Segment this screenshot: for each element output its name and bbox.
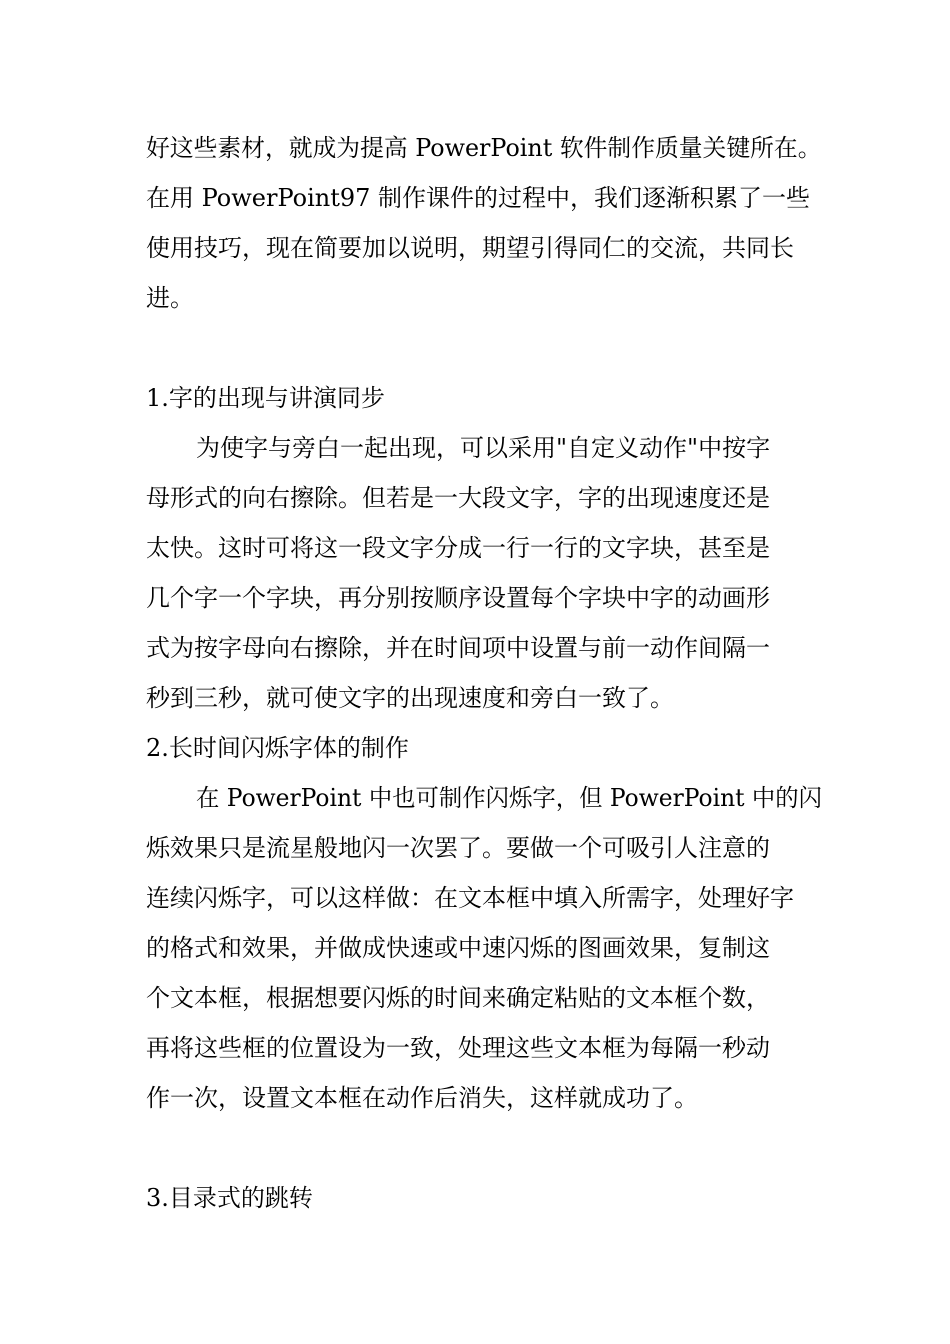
- paragraph-line: 几个字一个字块，再分别按顺序设置每个字块中字的动画形: [146, 584, 770, 612]
- paragraph-line: 作一次，设置文本框在动作后消失，这样就成功了。: [146, 1084, 698, 1112]
- paragraph-line: 为使字与旁白一起出现，可以采用"自定义动作"中按字: [196, 434, 771, 462]
- paragraph-line: 烁效果只是流星般地闪一次罢了。要做一个可吸引人注意的: [146, 834, 770, 862]
- paragraph-line: 好这些素材，就成为提高 PowerPoint 软件制作质量关键所在。: [146, 134, 822, 162]
- paragraph-line: 母形式的向右擦除。但若是一大段文字，字的出现速度还是: [146, 484, 770, 512]
- section-heading: 3.目录式的跳转: [146, 1184, 313, 1212]
- paragraph-line: 在用 PowerPoint97 制作课件的过程中，我们逐渐积累了一些: [146, 184, 811, 212]
- paragraph-line: 在 PowerPoint 中也可制作闪烁字，但 PowerPoint 中的闪: [196, 784, 823, 812]
- section-heading: 2.长时间闪烁字体的制作: [146, 734, 409, 762]
- paragraph-line: 秒到三秒，就可使文字的出现速度和旁白一致了。: [146, 684, 674, 712]
- paragraph-line: 个文本框，根据想要闪烁的时间来确定粘贴的文本框个数，: [146, 984, 770, 1012]
- section-heading: 1.字的出现与讲演同步: [146, 384, 385, 412]
- paragraph-line: 式为按字母向右擦除，并在时间项中设置与前一动作间隔一: [146, 634, 770, 662]
- paragraph-line: 太快。这时可将这一段文字分成一行一行的文字块，甚至是: [146, 534, 770, 562]
- paragraph-line: 连续闪烁字，可以这样做：在文本框中填入所需字，处理好字: [146, 884, 794, 912]
- paragraph-line: 使用技巧，现在简要加以说明，期望引得同仁的交流，共同长: [146, 234, 794, 262]
- paragraph-line: 的格式和效果，并做成快速或中速闪烁的图画效果，复制这: [146, 934, 770, 962]
- paragraph-line: 进。: [146, 284, 194, 312]
- paragraph-line: 再将这些框的位置设为一致，处理这些文本框为每隔一秒动: [146, 1034, 770, 1062]
